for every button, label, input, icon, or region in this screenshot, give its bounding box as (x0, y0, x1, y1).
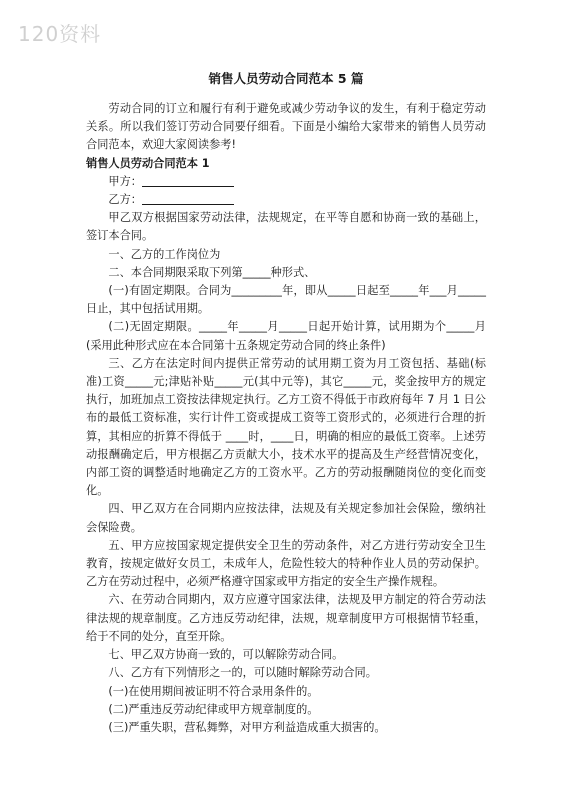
party-b-blank (142, 192, 234, 205)
clause-paragraph: 甲乙双方根据国家劳动法律，法规规定，在平等自愿和协商一致的基础上，签订本合同。 (86, 211, 486, 243)
clause-paragraph: 三、乙方在法定时间内提供正常劳动的试用期工资为月工资包括、基础(标准)工资_____元;津贴补贴_____元(其中元等)，其它_____元，奖金按甲方的规定执行，加班加点工资按法律规定执行。乙方工资不得低于市政府每年 7 月 1 日公布的最低工资标准，实行计件工资或提成工资等工资形式的，必须进行合理的折算，其相应的折算不得低于 ____时，____日，明确的相应的最低工资率。上述劳动报酬确定后，甲方根据乙方贡献大小，技术水平的提高及生产经营情况变化，内部工资的调整适时地确定乙方的工资水平。乙方的劳动报酬随岗位的变化而变化。 (86, 356, 486, 498)
clause-paragraph: 五、甲方应按国家规定提供安全卫生的劳动条件，对乙方进行劳动安全卫生教育，按规定做好女员工，未成年人，危险性较大的特种作业人员的劳动保护。乙方在劳动过程中，必须严格遵守国家或甲方指定的安全生产操作规程。 (86, 538, 486, 589)
watermark-logo: 120资料 (18, 22, 102, 46)
clause-paragraph: 八、乙方有下列情形之一的，可以随时解除劳动合同。 (108, 666, 377, 680)
intro-paragraph: 劳动合同的订立和履行有利于避免或减少劳动争议的发生，有利于稳定劳动关系。所以我们签订劳动合同要仔细看。下面是小编给大家带来的销售人员劳动合同范本，欢迎大家阅读参考! (86, 102, 486, 152)
clause-paragraph: 六、在劳动合同期内，双方应遵守国家法律，法规及甲方制定的符合劳动法律法规的规章制度。乙方违反劳动纪律，法规，规章制度甲方可根据情节轻重，给于不同的处分，直至开除。 (86, 593, 486, 643)
clause-paragraph: (二)严重违反劳动纪律或甲方规章制度的。 (108, 702, 319, 716)
clause-paragraph: (二)无固定期限。_____年_____月_____日起开始计算，试用期为个_____月(采用此种形式应在本合同第十五条规定劳动合同的终止条件) (86, 320, 486, 352)
clause-paragraph: (一)有固定期限。合同为_________年，即从_____日起至_____年___月_____日止，其中包括试用期。 (86, 284, 486, 316)
clause-paragraph: 四、甲乙双方在合同期内应按法律，法规及有关规定参加社会保险，缴纳社会保险费。 (86, 502, 486, 534)
clause-paragraph: 七、甲乙双方协商一致的，可以解除劳动合同。 (108, 648, 344, 662)
party-a-label: 甲方： (108, 174, 142, 188)
party-b-label: 乙方： (108, 193, 142, 207)
document-title: 销售人员劳动合同范本 5 篇 (208, 71, 364, 86)
party-a-line (86, 173, 486, 191)
clause-paragraph: 一、乙方的工作岗位为 (108, 247, 221, 261)
party-b-line (86, 191, 486, 209)
section-heading: 销售人员劳动合同范本 1 (86, 156, 210, 170)
party-a-blank (142, 174, 234, 187)
document-page (86, 70, 486, 737)
clause-paragraph: (三)严重失职，营私舞弊，对甲方利益造成重大损害的。 (108, 720, 386, 734)
clause-paragraph: (一)在使用期间被证明不符合录用条件的。 (108, 684, 319, 698)
clause-paragraph: 二、本合同期限采取下列第_____种形式、 (108, 265, 316, 279)
